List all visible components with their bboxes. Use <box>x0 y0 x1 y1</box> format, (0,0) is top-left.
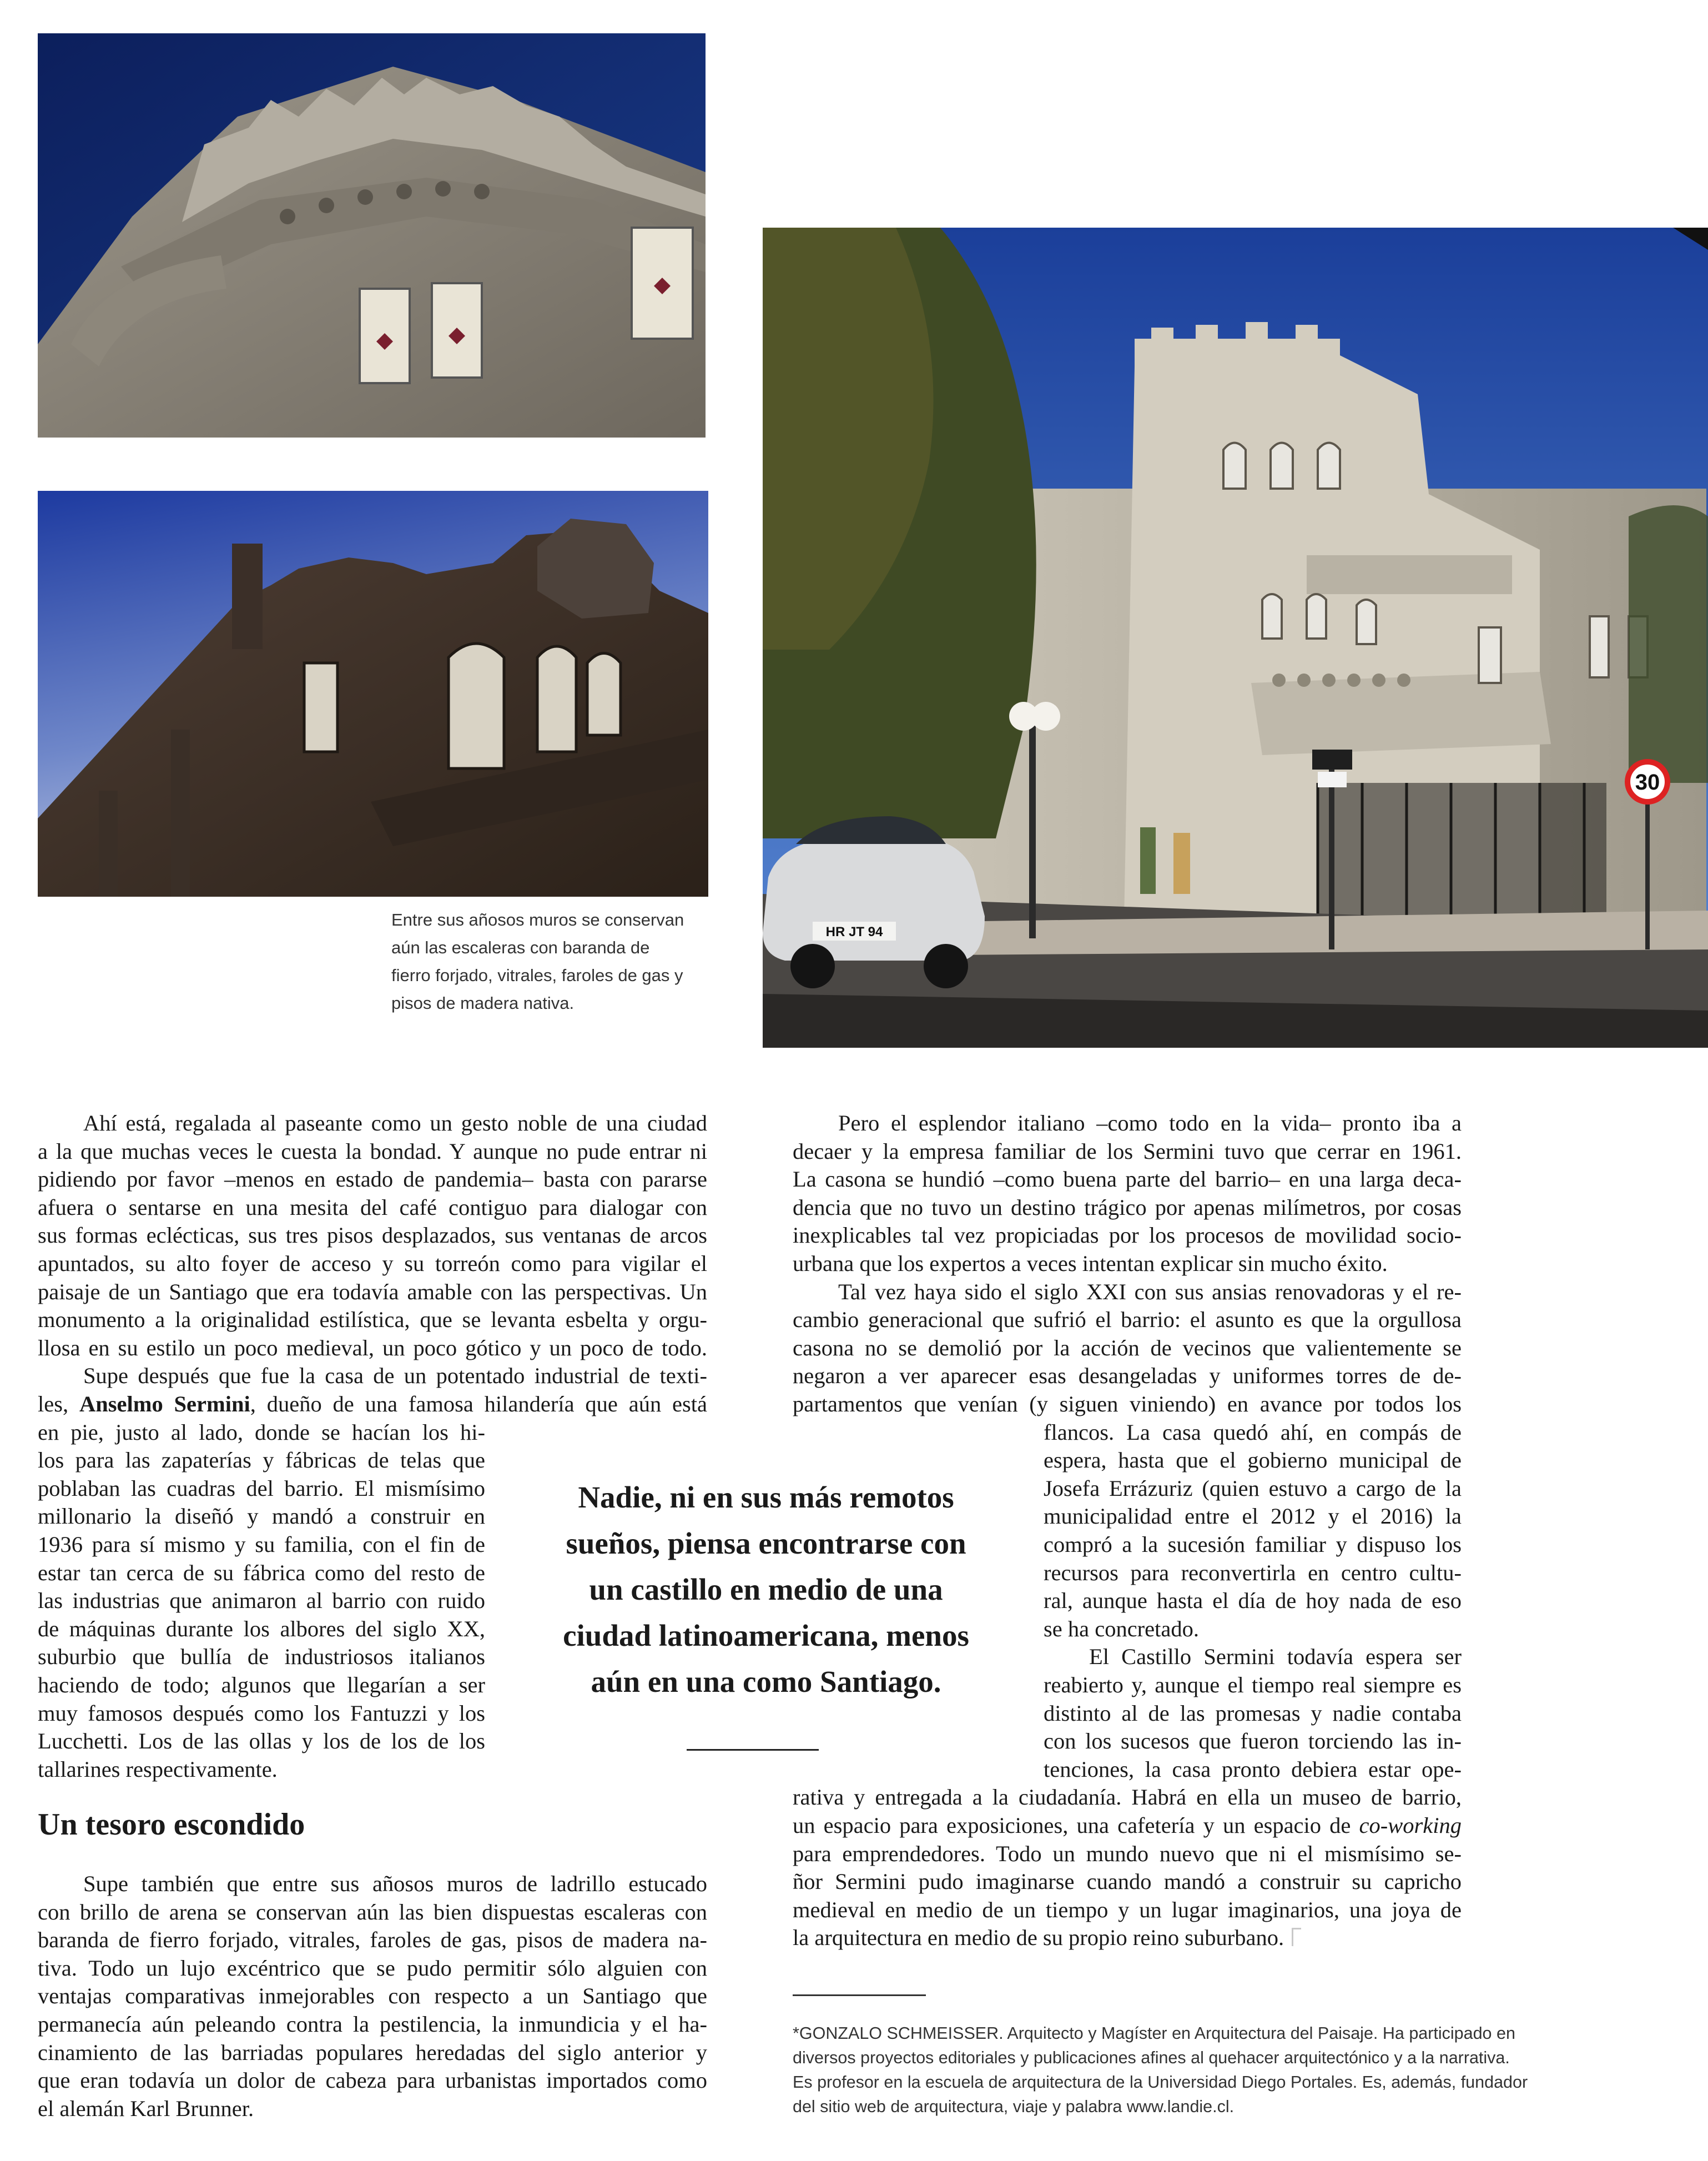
body-line: que eran todavía un dolor de cabeza para urbanistas importados como <box>38 2068 707 2093</box>
caption-line: fierro forjado, vitrales, faroles de gas y <box>391 966 683 985</box>
photo-castle-side-wall <box>38 491 708 897</box>
pull-quote-line: ciudad latinoamericana, menos <box>563 1619 969 1652</box>
right-column-end-text <box>793 1783 1462 1952</box>
body-line: en pie, justo al lado, donde se hacían los hi- <box>38 1419 485 1445</box>
license-plate-text: HR JT 94 <box>825 924 883 939</box>
photo-castle-street-view <box>763 228 1708 1048</box>
body-line: poblaban las cuadras del barrio. El mismísimo <box>38 1475 485 1501</box>
body-line: Pero el esplendor italiano –como todo en la vida– pronto iba a <box>838 1110 1462 1135</box>
right-column-text <box>793 1109 1462 1419</box>
section-heading: Un tesoro escondido <box>38 1807 305 1842</box>
body-line: compró a la sucesión familiar y dispuso los <box>1044 1531 1462 1557</box>
body-line: sus formas eclécticas, sus tres pisos desplazados, sus ventanas de arcos <box>38 1223 707 1248</box>
footnote-line: diversos proyectos editoriales y publicaciones afines al quehacer arquitectónico y a la narrativa. <box>793 2048 1510 2067</box>
body-line: tenciones, la casa pronto debiera estar ope- <box>1044 1756 1462 1782</box>
body-line: afuera o sentarse en una mesita del café contiguo para dialogar con <box>38 1194 707 1220</box>
italic-term: co-working <box>1359 1812 1462 1838</box>
body-line: haciendo de todo; algunos que llegarían a ser <box>38 1672 485 1697</box>
body-line: monumento a la originalidad estilística, que se levanta esbelta y orgu- <box>38 1307 707 1333</box>
body-line: a la que muchas veces le cuesta la bondad. Y aunque no pude entrar ni <box>38 1138 707 1164</box>
body-line: decaer y la empresa familiar de los Sermini tuvo que cerrar en 1961. <box>793 1138 1462 1164</box>
body-line: cambio generacional que sufrió el barrio: el asunto es que la orgullosa <box>793 1307 1462 1333</box>
body-line: ventajas comparativas inmejorables con respecto a un Santiago que <box>38 1983 707 2009</box>
body-line: partamentos que venían (y siguen viniendo) en avance por todos los <box>793 1391 1462 1416</box>
bold-name: Anselmo Sermini <box>79 1391 250 1416</box>
body-line: El Castillo Sermini todavía espera ser <box>1089 1644 1462 1670</box>
body-line: llosa en su estilo un poco medieval, un poco gótico y un poco de todo. <box>38 1335 707 1360</box>
author-footnote <box>793 2021 1647 2119</box>
body-line: dencia que no tuvo un destino trágico por apenas milímetros, por cosas <box>793 1194 1462 1220</box>
body-line: suburbio que bullía de industriosos italianos <box>38 1644 485 1670</box>
body-line: permanecía aún peleando contra la pestilencia, la inmundicia y el ha- <box>38 2011 707 2037</box>
body-line: tallarines respectivamente. <box>38 1756 278 1782</box>
right-column-narrow-text <box>1044 1419 1462 1784</box>
body-line: 1936 para sí mismo y su familia, con el fin de <box>38 1531 485 1557</box>
body-line: Josefa Errázuriz (quien estuvo a cargo de la <box>1044 1475 1462 1501</box>
body-line: rativa y entregada a la ciudadanía. Habrá en ella un museo de barrio, <box>793 1785 1462 1810</box>
end-of-article-mark-icon <box>1292 1928 1301 1946</box>
body-line: ñor Sermini pudo imaginarse cuando mandó a construir su capricho <box>793 1869 1462 1894</box>
body-line: cinamiento de las barriadas populares heredadas del siglo anterior y <box>38 2039 707 2065</box>
body-line: La casona se hundió –como buena parte del barrio– en una larga deca- <box>793 1167 1462 1192</box>
body-line: muy famosos después como los Fantuzzi y los <box>38 1700 485 1726</box>
body-line: Lucchetti. Los de las ollas y los de los de los <box>38 1728 485 1754</box>
body-line: las industrias que animaron al barrio con ruido <box>38 1588 485 1614</box>
pull-quote <box>533 1474 999 1705</box>
body-line: Supe después que fue la casa de un potentado industrial de texti- <box>83 1363 707 1389</box>
body-line: distinto al de las promesas y nadie contaba <box>1044 1700 1462 1726</box>
body-line: para emprendedores. Todo un mundo nuevo que ni el mismísimo se- <box>793 1841 1462 1866</box>
body-line: recursos para reconvertirla en centro cultu- <box>1044 1560 1462 1585</box>
body-line: medieval en medio de un tiempo y un lugar imaginarios, una joya de <box>793 1897 1462 1922</box>
body-line: les, Anselmo Sermini, dueño de una famosa hilandería que aún está <box>38 1391 707 1416</box>
pull-quote-line: sueños, piensa encontrarse con <box>566 1526 966 1560</box>
body-line-text: la arquitectura en medio de su propio reino suburbano. <box>793 1925 1284 1951</box>
body-line: con los sucesos que fueron torciendo las in- <box>1044 1728 1462 1754</box>
pull-quote-divider <box>687 1749 819 1751</box>
pull-quote-line: Nadie, ni en sus más remotos <box>578 1480 954 1514</box>
body-line: Tal vez haya sido el siglo XXI con sus ansias renovadoras y el re- <box>838 1279 1462 1304</box>
body-line: reabierto y, aunque el tiempo real siempre es <box>1044 1672 1462 1697</box>
body-line <box>793 1924 1462 1952</box>
body-line: ral, aunque hasta el día de hoy nada de eso <box>1044 1588 1462 1614</box>
body-line: estar tan cerca de su fábrica como del resto de <box>38 1560 485 1585</box>
caption-line: pisos de madera nativa. <box>391 993 575 1013</box>
body-line: con brillo de arena se conservan aún las bien dispuestas escaleras con <box>38 1899 707 1924</box>
body-line: paisaje de un Santiago que era todavía amable con las perspectivas. Un <box>38 1279 707 1304</box>
left-column-text <box>38 1109 707 1419</box>
pull-quote-line: aún en una como Santiago. <box>591 1665 941 1698</box>
body-line: millonario la diseñó y mandó a construir en <box>38 1504 485 1529</box>
footnote-line: *GONZALO SCHMEISSER. Arquitecto y Magíster en Arquitectura del Paisaje. Ha participado en <box>793 2024 1515 2043</box>
body-line: se ha concretado. <box>1044 1616 1199 1641</box>
body-line: apuntados, su alto foyer de acceso y su torreón como para vigilar el <box>38 1250 707 1276</box>
footnote-line: del sitio web de arquitectura, viaje y palabra www.landie.cl. <box>793 2097 1235 2116</box>
body-line: un espacio para exposiciones, una cafetería y un espacio de co-working <box>793 1812 1462 1838</box>
body-line: urbana que los expertos a veces intentan explicar sin mucho éxito. <box>793 1250 1388 1276</box>
body-line: flancos. La casa quedó ahí, en compás de <box>1044 1419 1462 1445</box>
footnote-line: Es profesor en la escuela de arquitectura de la Universidad Diego Portales. Es, además, fundador <box>793 2073 1528 2092</box>
body-line: de máquinas durante los albores del siglo XX, <box>38 1616 485 1641</box>
body-line: baranda de fierro forjado, vitrales, faroles de gas, pisos de madera na- <box>38 1927 707 1953</box>
body-line: casona no se demolió por la acción de vecinos que valientemente se <box>793 1335 1462 1360</box>
speed-limit-text: 30 <box>1635 770 1660 795</box>
footnote-divider <box>793 1994 926 1996</box>
body-line: municipalidad entre el 2012 y el 2016) la <box>1044 1504 1462 1529</box>
body-line: los para las zapaterías y fábricas de telas que <box>38 1448 485 1473</box>
caption-line: Entre sus añosos muros se conservan <box>391 910 684 929</box>
left-column-narrow-text <box>38 1419 485 1784</box>
body-line: inexplicables tal vez propiciadas por los procesos de movilidad socio- <box>793 1223 1462 1248</box>
body-line: tiva. Todo un lujo excéntrico que se pudo permitir sólo alguien con <box>38 1955 707 1981</box>
caption-line: aún las escaleras con baranda de <box>391 938 650 957</box>
body-line: el alemán Karl Brunner. <box>38 2095 254 2121</box>
photo-castle-balcony <box>38 33 706 438</box>
photo-caption <box>391 906 708 1017</box>
section-text <box>38 1870 707 2123</box>
body-line: negaron a ver aparecer esas desangeladas y uniformes torres de de- <box>793 1363 1462 1389</box>
body-line: pidiendo por favor –menos en estado de pandemia– basta con pararse <box>38 1167 707 1192</box>
body-line: Ahí está, regalada al paseante como un gesto noble de una ciudad <box>83 1110 707 1135</box>
pull-quote-line: un castillo en medio de una <box>589 1572 943 1606</box>
body-line: Supe también que entre sus añosos muros de ladrillo estucado <box>83 1871 707 1896</box>
body-line: espera, hasta que el gobierno municipal de <box>1044 1448 1462 1473</box>
